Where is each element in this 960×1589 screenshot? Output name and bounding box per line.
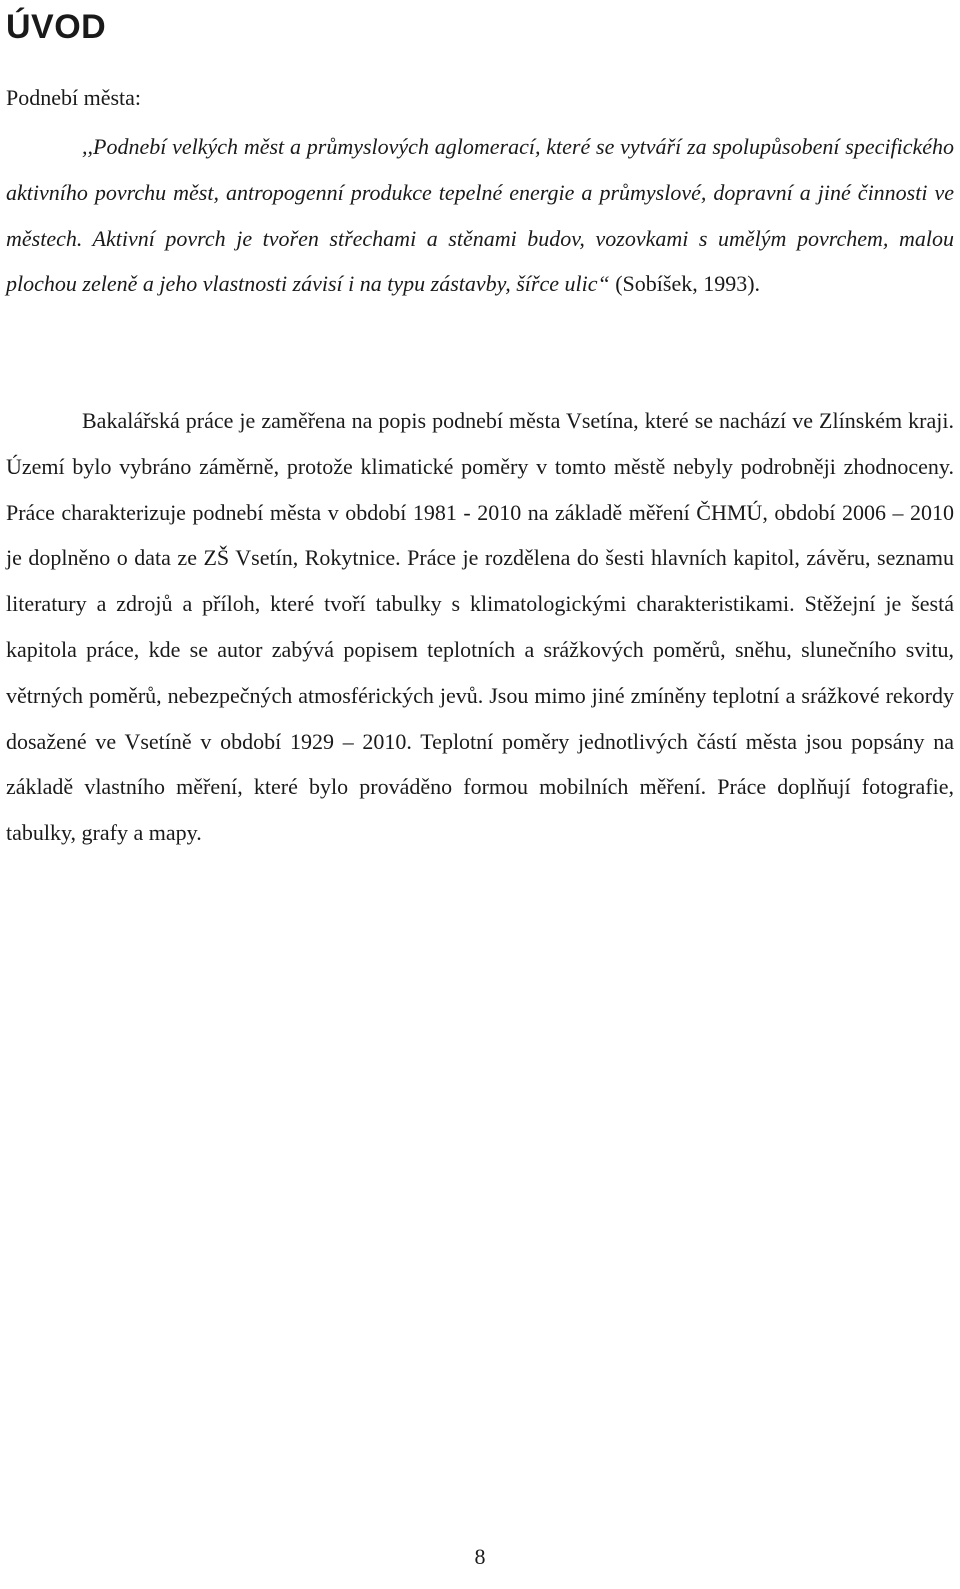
quote-paragraph	[6, 124, 954, 307]
body-paragraph: Bakalářská práce je zaměřena na popis podnebí města Vsetína, které se nachází ve Zlínském kraji. Území bylo vybráno záměrně, protože klimatické poměry v tomto městě nebyly podrobněji zhodnoceny. Práce charakterizuje podnebí města v období 1981 - 2010 na základě měření ČHMÚ, období 2006 – 2010 je doplněno o data ze ZŠ Vsetín, Rokytnice. Práce je rozdělena do šesti hlavních kapitol, závěru, seznamu literatury a zdrojů a příloh, které tvoří tabulky s klimatologickými charakteristikami. Stěžejní je šestá kapitola práce, kde se autor zabývá popisem teplotních a srážkových poměrů, sněhu, slunečního svitu, větrných poměrů, nebezpečných atmosférických jevů. Jsou mimo jiné zmíněny teplotní a srážkové rekordy dosažené ve Vsetíně v období 1929 – 2010. Teplotní poměry jednotlivých částí města jsou popsány na základě vlastního měření, které bylo prováděno formou mobilních měření. Práce doplňují fotografie, tabulky, grafy a mapy.	[6, 408, 954, 846]
quote-text: ,,Podnebí velkých měst a průmyslových aglomerací, které se vytváří za spolupůsobení specifického aktivního povrchu měst, antropogenní produkce tepelné energie a průmyslové, dopravní a jiné činnosti ve městech. Aktivní povrch je tvořen střechami a stěnami budov, vozovkami s umělým povrchem, malou plochou zeleně a jeho vlastnosti závisí i na typu zástavby, šířce ulic“	[6, 134, 954, 297]
section-label: Podnebí města:	[6, 85, 142, 110]
quote-citation: (Sobíšek, 1993).	[609, 271, 761, 297]
page-number: 8	[474, 1544, 486, 1569]
page-title: ÚVOD	[6, 8, 107, 46]
